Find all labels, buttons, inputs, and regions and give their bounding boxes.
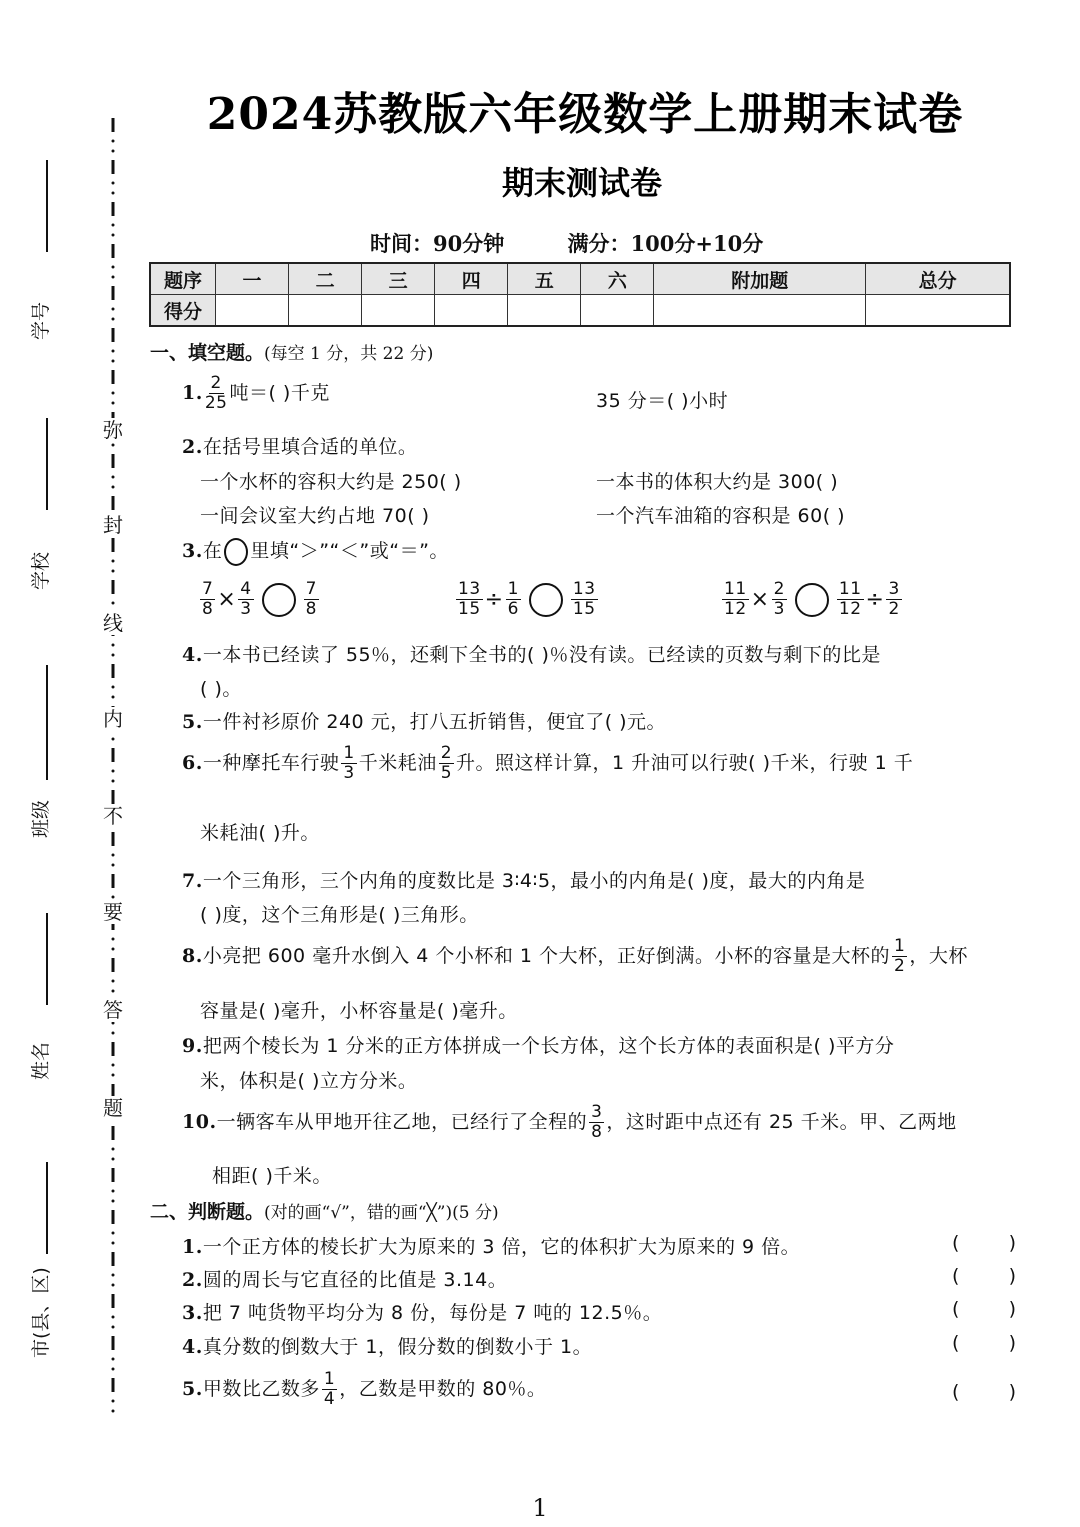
score-cell[interactable] [654,295,866,327]
name-label: 姓名 [30,1041,52,1080]
numerator: 1 [894,936,906,956]
full-score: 满分：100分+10分 [567,231,764,256]
question-number: 8. [182,945,203,967]
fraction [341,744,356,783]
section1-title: 一、填空题。 [150,342,265,364]
question-1b: 35 分＝( )小时 [596,390,729,412]
seal-word: 弥 [100,418,126,442]
denominator: 12 [724,599,747,619]
table-header-cell: 五 [508,263,581,295]
question-text: 把两个棱长为 1 分米的正方体拼成一个长方体，这个长方体的表面积是( )平方分 [202,1035,895,1057]
denominator: 3 [343,763,355,783]
table-header-cell: 二 [289,263,362,295]
table-header-cell: 总分 [866,263,1010,295]
school-label: 学校 [30,551,52,590]
question-text: 千米耗油 [358,752,437,774]
paren-close: ) [1008,1265,1016,1287]
numerator: 7 [202,579,214,599]
binding-dash-line [111,118,115,1413]
score-cell[interactable] [289,295,362,327]
fraction [439,744,454,783]
paren-close: ) [1008,1298,1016,1320]
exam-meta [370,228,819,258]
numerator: 1 [343,743,355,763]
question-5 [182,707,666,734]
question-number: 3. [182,1302,203,1324]
question-4 [182,640,881,667]
question-1a [182,374,330,413]
score-cell[interactable] [581,295,654,327]
paren-close: ) [1008,1232,1016,1254]
fraction [205,374,228,413]
fraction [238,580,253,619]
numerator: 1 [323,1369,336,1389]
numerator: 3 [591,1102,603,1122]
question-number: 5. [182,1378,203,1400]
fraction [892,937,907,976]
question-number: 2. [182,1269,203,1291]
section2-heading [150,1197,499,1224]
answer-paren[interactable] [952,1298,1016,1320]
paren-open: ( [952,1265,960,1287]
question-text: 吨＝( )千克 [229,382,330,404]
fraction [589,1103,604,1142]
paren-open: ( [952,1381,960,1403]
table-header-cell: 附加题 [654,263,866,295]
question-2-item: 一本书的体积大约是 300( ) [596,471,839,493]
seal-word: 题 [100,1096,126,1120]
question-text: ，这时距中点还有 25 千米。甲、乙两地 [606,1111,957,1133]
student-id-label: 学号 [30,301,52,340]
name-field-line[interactable] [46,913,48,1005]
fraction [772,580,787,619]
section1-note: (每空 1 分，共 22 分) [264,344,434,364]
fraction [837,580,864,619]
district-field-line[interactable] [46,1162,48,1254]
seal-word: 不 [100,804,126,828]
question-text: 里填“＞”“＜”或“＝”。 [250,540,449,562]
denominator: 12 [838,599,862,619]
comparison-expression [198,580,321,619]
denominator: 3 [240,599,252,619]
page-number: 1 [532,1494,548,1522]
question-6-line2: 米耗油( )升。 [200,822,320,844]
judge-item [182,1298,662,1325]
question-text: 一个三角形，三个内角的度数比是 3∶4∶5，最小的内角是( )度，最大的内角是 [202,870,866,892]
denominator: 25 [204,393,228,413]
score-cell[interactable] [508,295,581,327]
fraction [722,580,749,619]
table-header-cell: 一 [216,263,289,295]
question-2-item: 一间会议室大约占地 70( ) [200,505,430,527]
answer-paren[interactable] [952,1332,1016,1354]
page-subtitle: 期末测试卷 [501,164,662,202]
question-text: 一件衬衫原价 240 元，打八五折销售，便宜了( )元。 [202,711,667,733]
paren-close: ) [1008,1332,1016,1354]
seal-word: 要 [100,900,126,924]
question-text: 一辆客车从甲地开往乙地，已经行了全程的 [216,1111,588,1133]
numerator: 13 [458,579,481,599]
operator: ÷ [484,587,504,612]
denominator: 3 [773,599,785,619]
paren-open: ( [952,1332,960,1354]
denominator: 8 [305,599,317,619]
question-9-line2: 米，体积是( )立方分米。 [200,1070,418,1092]
question-number: 1. [182,382,203,404]
numerator: 11 [724,579,747,599]
operator: ÷ [865,587,885,612]
answer-paren[interactable] [952,1265,1016,1287]
numerator: 1 [507,579,519,599]
denominator: 8 [202,599,214,619]
operator: × [750,587,770,612]
question-2-item: 一个汽车油箱的容积是 60( ) [596,505,846,527]
table-header-cell: 六 [581,263,654,295]
judge-item [182,1332,592,1359]
class-field-line[interactable] [46,665,48,780]
question-text: 升。照这样计算，1 升油可以行驶( )千米，行驶 1 千 [456,752,914,774]
question-9 [182,1031,894,1058]
fraction [456,580,483,619]
table-header-cell: 三 [362,263,435,295]
question-text: 把 7 吨货物平均分为 8 份，每份是 7 吨的 12.5％。 [202,1302,663,1324]
question-number: 4. [182,644,203,666]
question-number: 3. [182,540,203,562]
question-number: 4. [182,1336,203,1358]
score-cell[interactable] [435,295,508,327]
question-number: 6. [182,752,203,774]
question-text: 真分数的倒数大于 1，假分数的倒数小于 1。 [202,1336,593,1358]
fraction [304,580,319,619]
comparison-expression [720,580,904,619]
table-header-cell: 题序 [150,263,216,295]
question-number: 5. [182,711,203,733]
answer-circle[interactable] [262,583,296,617]
answer-paren[interactable] [952,1232,1016,1254]
denominator: 6 [507,599,519,619]
question-text: 圆的周长与它直径的比值是 3.14。 [202,1269,508,1291]
score-cell[interactable] [866,295,1010,327]
time-limit: 时间：90分钟 [370,231,505,256]
question-number: 9. [182,1035,203,1057]
fraction [886,580,901,619]
question-text: 在 [202,540,223,562]
denominator: 2 [894,956,906,976]
page-title: 2024苏教版六年级数学上册期末试卷 [206,89,964,140]
judge-item [182,1370,546,1409]
fraction [200,580,215,619]
denominator: 15 [572,599,596,619]
denominator: 15 [458,599,481,619]
section2-note: (对的画“√”，错的画“╳”)(5 分) [264,1203,499,1223]
question-10-line2: 相距( )千米。 [212,1165,332,1187]
seal-word: 内 [100,707,126,731]
score-table [149,262,1011,327]
section2-title: 二、判断题。 [150,1201,265,1223]
question-4-line2: ( )。 [200,678,242,700]
question-text: 甲数比乙数多 [202,1378,320,1400]
operator: × [217,587,237,612]
numerator: 2 [440,743,453,763]
question-7 [182,866,865,893]
answer-circle[interactable] [795,583,829,617]
table-header-cell: 四 [435,263,508,295]
score-table-header-row [150,263,1010,295]
question-2 [182,432,417,459]
question-number: 1. [182,1236,203,1258]
denominator: 2 [888,599,900,619]
question-text: 小亮把 600 毫升水倒入 4 个小杯和 1 个大杯，正好倒满。小杯的容量是大杯的 [202,945,891,967]
numerator: 13 [572,579,596,599]
question-text: 一种摩托车行驶 [202,752,340,774]
score-row-label: 得分 [150,295,216,327]
paren-close: ) [1008,1381,1016,1403]
denominator: 8 [591,1122,603,1142]
score-table-score-row [150,295,1010,327]
question-number: 10. [182,1111,217,1133]
numerator: 2 [773,579,785,599]
question-text: 一本书已经读了 55％，还剩下全书的( )％没有读。已经读的页数与剩下的比是 [202,644,881,666]
question-6 [182,744,913,783]
question-10 [182,1103,957,1142]
circle-icon [224,538,248,566]
answer-circle[interactable] [529,583,563,617]
question-2-item: 一个水杯的容积大约是 250( ) [200,471,462,493]
denominator: 5 [440,763,453,783]
judge-item [182,1265,507,1292]
paren-open: ( [952,1298,960,1320]
judge-item [182,1232,800,1259]
numerator: 2 [210,373,222,393]
answer-paren[interactable] [952,1381,1016,1403]
denominator: 4 [323,1389,336,1409]
fraction [571,580,598,619]
question-text: 一个正方体的棱长扩大为原来的 3 倍，它的体积扩大为原来的 9 倍。 [202,1236,801,1258]
paren-open: ( [952,1232,960,1254]
comparison-expression [454,580,600,619]
question-8 [182,937,968,976]
seal-word: 封 [100,513,126,537]
question-8-line2: 容量是( )毫升，小杯容量是( )毫升。 [200,1000,518,1022]
district-label: 市(县、区) [30,1267,52,1358]
question-number: 7. [182,870,203,892]
seal-word: 答 [100,998,126,1022]
numerator: 11 [838,579,862,599]
question-3 [182,536,449,566]
numerator: 7 [305,579,317,599]
fraction [322,1370,337,1409]
question-text: ，乙数是甲数的 80％。 [339,1378,547,1400]
question-7-line2: ( )度，这个三角形是( )三角形。 [200,904,479,926]
question-number: 2. [182,436,203,458]
section1-heading [150,338,433,365]
numerator: 4 [240,579,252,599]
score-cell[interactable] [362,295,435,327]
score-cell[interactable] [216,295,289,327]
question-text: 在括号里填合适的单位。 [202,436,418,458]
class-label: 班级 [30,799,52,838]
seal-word: 线 [100,611,126,635]
numerator: 3 [888,579,900,599]
fraction [506,580,521,619]
school-field-line[interactable] [46,418,48,510]
question-text: ，大杯 [909,945,968,967]
